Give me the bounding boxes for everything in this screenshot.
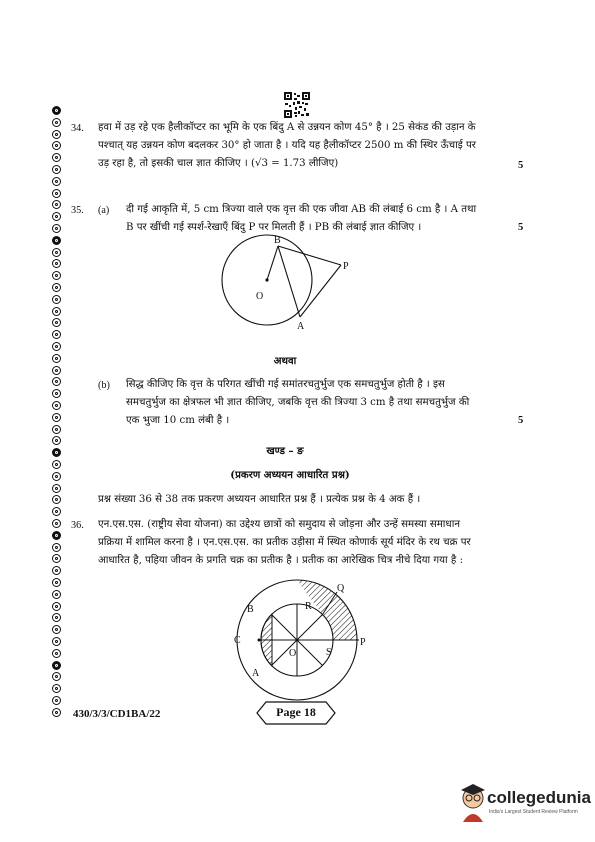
margin-ring-icon xyxy=(52,141,61,150)
margin-ring-icon xyxy=(52,330,61,339)
margin-ring-icon xyxy=(52,578,61,587)
margin-ring-icon xyxy=(52,684,61,693)
collegedunia-logo xyxy=(455,780,590,830)
margin-ring-icon xyxy=(52,590,61,599)
text-line: उड़ रहा है, तो इसकी चाल ज्ञात कीजिए । (√3 = 1.73 लीजिए) xyxy=(98,158,339,169)
margin-ring-icon xyxy=(52,448,61,457)
paper-code: 430/3/3/CD1BA/22 xyxy=(73,708,161,720)
point-label: B xyxy=(274,235,281,246)
point-label: B xyxy=(247,604,254,615)
margin-ring-icon xyxy=(52,224,61,233)
text-line: हवा में उड़ रहे एक हैलीकॉप्टर का भूमि के एक बिंदु A से उन्नयन कोण 45° है । 25 सेकंड की उड़ान के xyxy=(98,122,476,133)
question-36-text xyxy=(98,516,528,570)
point-label: O xyxy=(256,291,264,302)
point-label: A xyxy=(252,668,260,679)
margin-ring-icon xyxy=(52,271,61,280)
question-number: 34. xyxy=(71,123,84,134)
margin-ring-icon xyxy=(52,696,61,705)
margin-ring-icon xyxy=(52,672,61,681)
marks: 5 xyxy=(518,415,524,426)
wheel-figure xyxy=(225,578,370,706)
tangent-figure xyxy=(212,232,362,342)
margin-ring-icon xyxy=(52,637,61,646)
margin-ring-icon xyxy=(52,295,61,304)
point-label: Q xyxy=(337,583,345,594)
margin-ring-icon xyxy=(52,366,61,375)
point-label: S xyxy=(326,647,332,658)
qr-code xyxy=(284,92,310,118)
text-line: एक भुजा 10 cm लंबी है । xyxy=(126,415,230,426)
margin-ring-icon xyxy=(52,165,61,174)
margin-ring-icon xyxy=(52,130,61,139)
margin-ring-icon xyxy=(52,460,61,469)
logo-name: collegedunia xyxy=(487,788,591,807)
marks: 5 xyxy=(518,160,524,171)
margin-ring-icon xyxy=(52,649,61,658)
margin-ring-icon xyxy=(52,354,61,363)
margin-ring-icon xyxy=(52,153,61,162)
margin-ring-icon xyxy=(52,495,61,504)
margin-ring-icon xyxy=(52,389,61,398)
margin-ring-icon xyxy=(52,401,61,410)
margin-ring-icon xyxy=(52,248,61,257)
margin-ring-icon xyxy=(52,189,61,198)
question-number: 36. xyxy=(71,520,84,531)
margin-ring-icon xyxy=(52,177,61,186)
point-label: P xyxy=(343,261,349,272)
point-label: C xyxy=(234,635,241,646)
question-35b-text xyxy=(126,376,516,430)
margin-ring-icon xyxy=(52,708,61,717)
page-number-badge xyxy=(256,701,336,725)
margin-ring-icon xyxy=(52,377,61,386)
text-line: B पर खींची गई स्पर्श-रेखाएँ बिंदु P पर मिलती हैं । PB की लंबाई ज्ञात कीजिए । xyxy=(126,222,422,233)
text-line: दी गई आकृति में, 5 cm त्रिज्या वाले एक वृत्त की एक जीवा AB की लंबाई 6 cm है । A तथा xyxy=(126,204,477,215)
margin-ring-icon xyxy=(52,106,61,115)
margin-ring-icon xyxy=(52,212,61,221)
margin-ring-icon xyxy=(52,307,61,316)
marks: 5 xyxy=(518,222,524,233)
part-label: (a) xyxy=(98,205,110,216)
logo-tagline: India's Largest Student Review Platform xyxy=(489,809,578,815)
point-label: A xyxy=(297,321,305,332)
point-label: O xyxy=(289,648,297,659)
margin-ring-icon xyxy=(52,283,61,292)
page-number: Page 18 xyxy=(276,705,316,719)
margin-ring-icon xyxy=(52,413,61,422)
margin-ring-icon xyxy=(52,425,61,434)
margin-ring-icon xyxy=(52,543,61,552)
margin-ring-icon xyxy=(52,554,61,563)
text-line: सिद्ध कीजिए कि वृत्त के परिगत खींची गई समांतरचतुर्भुज एक समचतुर्भुज होती है । इस xyxy=(126,379,445,390)
part-label: (b) xyxy=(98,380,110,391)
margin-ring-icon xyxy=(52,342,61,351)
text-line: एन.एस.एस. (राष्ट्रीय सेवा योजना) का उद्देश्य छात्रों को समुदाय से जोड़ना और उन्हें समस्या समाधान xyxy=(98,519,460,530)
section-subtitle: (प्रकरण अध्ययन आधारित प्रश्न) xyxy=(230,469,350,481)
margin-ring-icon xyxy=(52,507,61,516)
margin-rings xyxy=(52,106,62,718)
point-label: P xyxy=(360,637,366,648)
margin-ring-icon xyxy=(52,566,61,575)
text-line: प्रक्रिया में शामिल करना है । एन.एस.एस. का प्रतीक उड़ीसा में स्थित कोणार्क सूर्य मंदिर के रथ चक्र पर xyxy=(98,537,471,548)
margin-ring-icon xyxy=(52,472,61,481)
margin-ring-icon xyxy=(52,519,61,528)
or-label: अथवा xyxy=(273,355,297,367)
text-line: समचतुर्भुज का क्षेत्रफल भी ज्ञात कीजिए, जबकि वृत्त की त्रिज्या 3 cm है तथा समचतुर्भुज की xyxy=(126,397,470,408)
section-title: खण्ड – ङ xyxy=(266,445,304,457)
text-line: पश्चात् यह उन्नयन कोण बदलकर 30° हो जाता है । यदि यह हैलीकॉप्टर 2500 m की स्थिर ऊँचाई पर xyxy=(98,140,476,151)
question-number: 35. xyxy=(71,205,84,216)
margin-ring-icon xyxy=(52,661,61,670)
margin-ring-icon xyxy=(52,259,61,268)
margin-ring-icon xyxy=(52,236,61,245)
question-34-text xyxy=(98,119,518,173)
margin-ring-icon xyxy=(52,531,61,540)
section-instruction: प्रश्न संख्या 36 से 38 तक प्रकरण अध्ययन आधारित प्रश्न हैं । प्रत्येक प्रश्न के 4 अक हैं । xyxy=(98,494,421,505)
text-line: आधारित है, पहिया जीवन के प्रगति चक्र का प्रतीक है । प्रतीक का आरेखिक चित्र नीचे दिया गया है : xyxy=(98,555,464,566)
margin-ring-icon xyxy=(52,118,61,127)
margin-ring-icon xyxy=(52,613,61,622)
margin-ring-icon xyxy=(52,484,61,493)
margin-ring-icon xyxy=(52,625,61,634)
point-label: R xyxy=(305,601,312,612)
mascot-icon xyxy=(455,784,491,824)
margin-ring-icon xyxy=(52,318,61,327)
margin-ring-icon xyxy=(52,602,61,611)
margin-ring-icon xyxy=(52,436,61,445)
margin-ring-icon xyxy=(52,200,61,209)
